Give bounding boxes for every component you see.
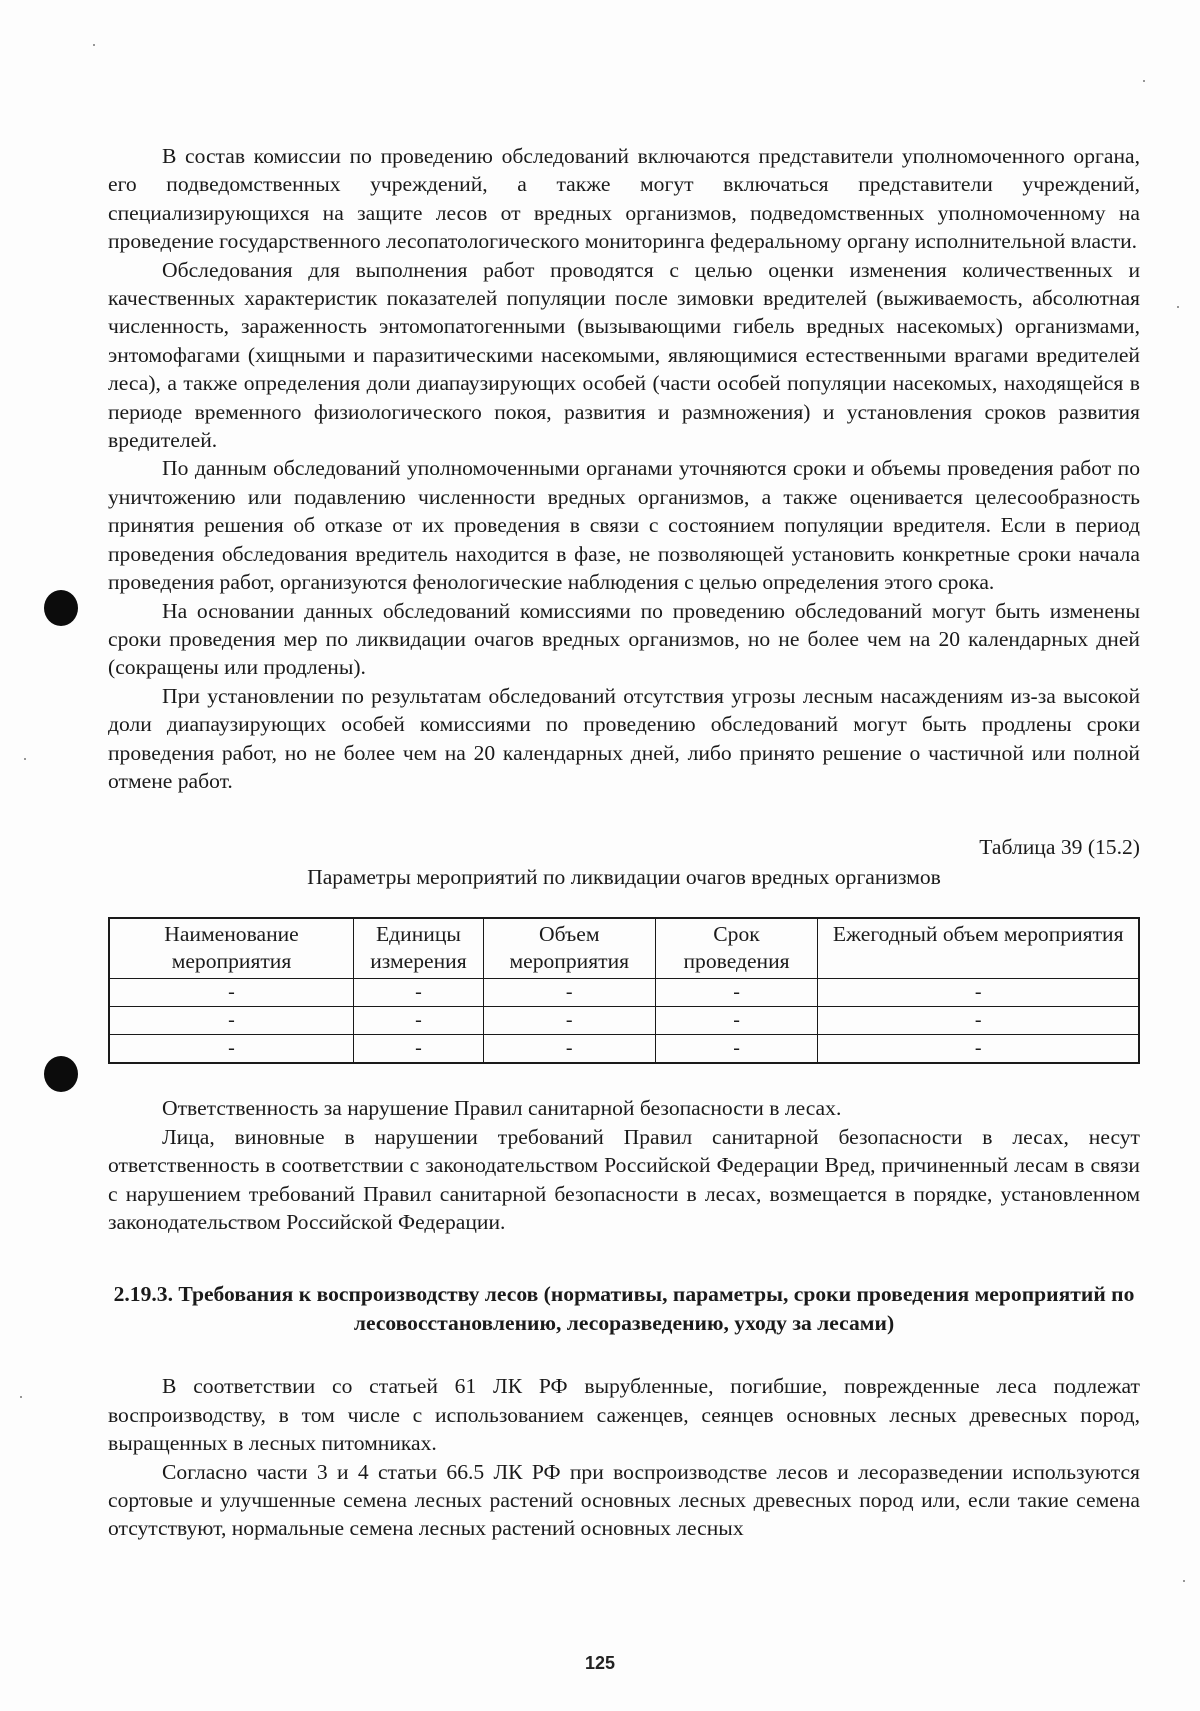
table-cell: - <box>818 979 1139 1007</box>
table-cell: - <box>483 1035 655 1064</box>
table-cell: - <box>818 1007 1139 1035</box>
table-cell: - <box>655 1007 818 1035</box>
table-cell: - <box>109 1035 354 1064</box>
paragraph: По данным обследований уполномоченными органами уточняются сроки и объемы проведения работ по уничтожению или подавлению численности вредных организмов, а также оценивается целесообразность принятия решения об отказе от их проведения в связи с состоянием популяции вредителя. Если в период проведения обследования вредитель находится в фазе, не позволяющей установить конкретные сроки начала проведения работ, организуются фенологические наблюдения с целью определения этого срока. <box>108 456 1140 595</box>
scan-speck <box>1143 80 1145 82</box>
column-header: Срок проведения <box>655 918 818 979</box>
table-title: Параметры мероприятий по ликвидации очагов вредных организмов <box>307 865 941 890</box>
section-heading: 2.19.3. Требования к воспроизводству лесов (нормативы, параметры, сроки проведения мероприятий по лесовосстановлению, лесоразведению, уходу за лесами) <box>113 1282 1135 1336</box>
paragraph: Согласно части 3 и 4 статьи 66.5 ЛК РФ при воспроизводстве лесов и лесоразведении используются сортовые и улучшенные семена лесных растений основных лесных древесных пород или, если такие семена отсутствуют, нормальные семена лесных растений основных лесных <box>108 1459 1140 1541</box>
paragraph: На основании данных обследований комиссиями по проведению обследований могут быть изменены сроки проведения мер по ликвидации очагов вредных организмов, но не более чем на 20 календарных дней (сокращены или продлены). <box>108 598 1140 680</box>
column-header: Объем мероприятия <box>483 918 655 979</box>
table-cell: - <box>655 1035 818 1064</box>
scan-speck <box>1183 1580 1185 1582</box>
liability-section <box>108 1094 1140 1236</box>
table-header-row <box>109 918 1139 979</box>
section-body <box>108 1372 1140 1542</box>
paragraph: Лица, виновные в нарушении требований Правил санитарной безопасности в лесах, несут ответственность в соответствии с законодательством Российской Федерации Вред, причиненный лесам в связи с нарушением требований Правил санитарной безопасности в лесах, возмещается в порядке, установленном законодательством Российской Федерации. <box>108 1124 1140 1234</box>
table-row <box>109 979 1139 1007</box>
table-cell: - <box>109 1007 354 1035</box>
table-cell: - <box>818 1035 1139 1064</box>
table-cell: - <box>354 1007 484 1035</box>
scan-speck <box>24 758 26 760</box>
column-header: Наименование мероприятия <box>109 918 354 979</box>
table-cell: - <box>483 979 655 1007</box>
column-header: Единицы измерения <box>354 918 484 979</box>
table-number: Таблица 39 (15.2) <box>979 835 1140 860</box>
paragraph: В соответствии со статьей 61 ЛК РФ вырубленные, погибшие, поврежденные леса подлежат воспроизводству, в том числе с использованием саженцев, сеянцев основных лесных древесных пород, выращенных в лесных питомниках. <box>108 1374 1140 1456</box>
paragraph: В состав комиссии по проведению обследований включаются представители уполномоченного органа, его подведомственных учреждений, а также могут включаться представители учреждений, специализирующихся на защите лесов от вредных организмов, подведомственных уполномоченному на проведение государственного лесопатологического мониторинга федеральному органу исполнительной власти. <box>108 144 1140 254</box>
table-cell: - <box>483 1007 655 1035</box>
scan-speck <box>93 44 95 46</box>
punch-hole-mark <box>44 590 78 626</box>
page-number: 125 <box>584 1653 616 1673</box>
punch-hole-mark <box>44 1056 78 1092</box>
paragraph: При установлении по результатам обследований отсутствия угрозы лесным насаждениям из-за высокой доли диапаузирующих особей комиссиями по проведению обследований могут быть продлены сроки проведения работ, но не более чем на 20 календарных дней, либо принято решение о частичной или полной отмене работ. <box>108 683 1140 793</box>
table-cell: - <box>354 979 484 1007</box>
scan-speck <box>20 1396 22 1398</box>
column-header: Ежегодный объем мероприятия <box>818 918 1139 979</box>
document-body <box>108 142 1140 1543</box>
table-cell: - <box>109 979 354 1007</box>
table-row <box>109 1007 1139 1035</box>
measures-table <box>108 917 1140 1064</box>
table-cell: - <box>354 1035 484 1064</box>
paragraph: Обследования для выполнения работ проводятся с целью оценки изменения количественных и качественных характеристик показателей популяции после зимовки вредителей (выживаемость, абсолютная численность, зараженность энтомопатогенными (вызывающими гибель вредных насекомых) организмами, энтомофагами (хищными и паразитическими насекомыми, являющимися естественными врагами вредителей леса), а также определения доли диапаузирующих особей (части особей популяции насекомых, находящейся в периоде временного физиологического покоя, развития и размножения) и установления сроков развития вредителей. <box>108 257 1140 453</box>
table-cell: - <box>655 979 818 1007</box>
scan-speck <box>1177 306 1179 308</box>
paragraph: Ответственность за нарушение Правил санитарной безопасности в лесах. <box>162 1096 842 1121</box>
table-row <box>109 1035 1139 1064</box>
